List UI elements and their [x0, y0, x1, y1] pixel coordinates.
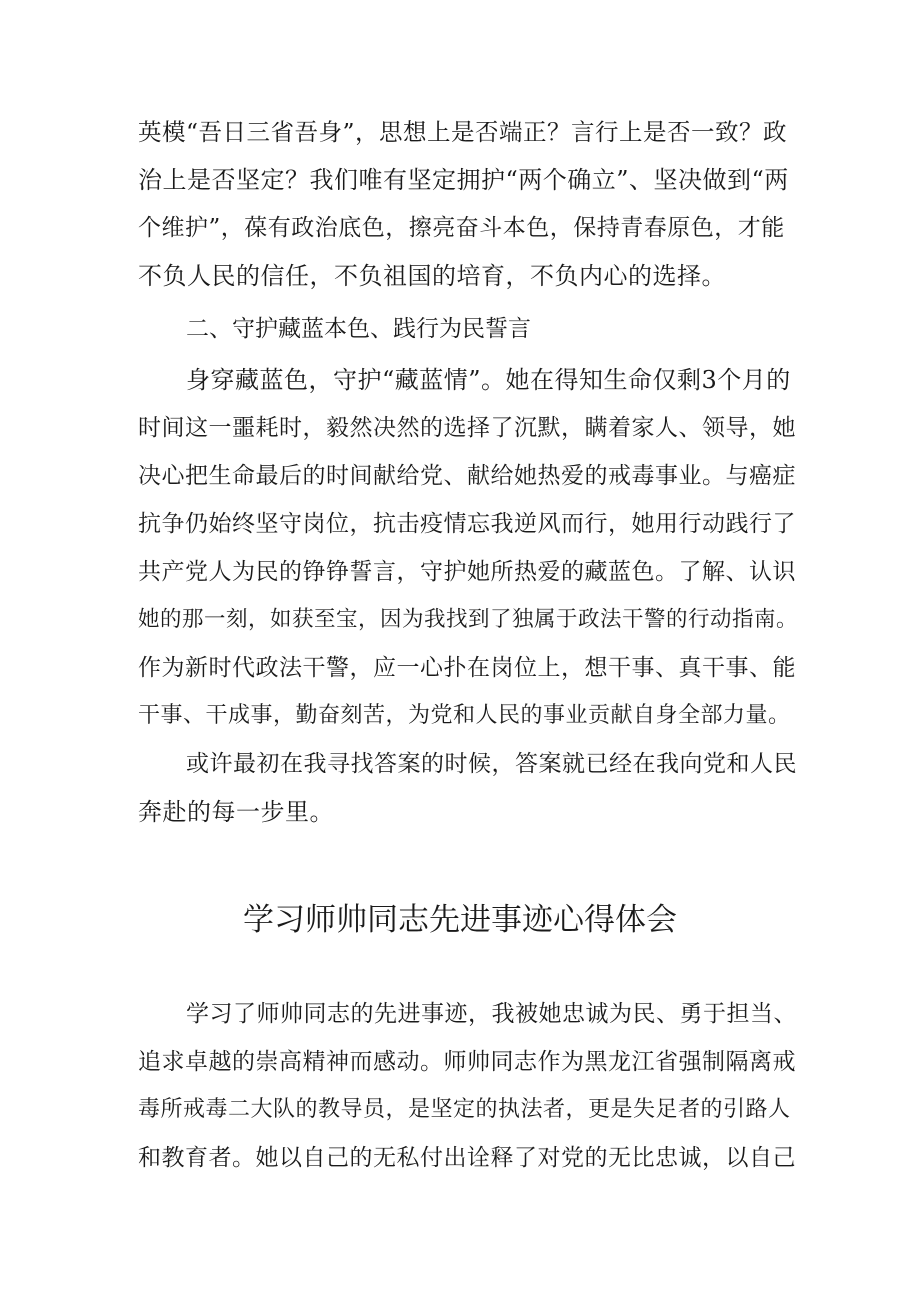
body-text-line: 身穿藏蓝色，守护“藏蓝情”。她在得知生命仅剩3个月的 [186, 366, 791, 394]
body-text-line: 奔赴的每一步里。 [138, 798, 334, 826]
body-text-line: 个维护”，葆有政治底色，擦亮奋斗本色，保持青春原色，才能 [138, 215, 785, 241]
body-text-line: 干事、干成事，勤奋刻苦，为党和人民的事业贡献自身全部力量。 [138, 703, 791, 728]
body-text-line: 不负人民的信任，不负祖国的培育，不负内心的选择。 [138, 262, 726, 290]
article-title: 学习师帅同志先进事迹心得体会 [243, 902, 677, 938]
body-text-line: 抗争仍始终坚守岗位，抗击疫情忘我逆风而行，她用行动践行了 [138, 511, 796, 537]
body-text-line: 决心把生命最后的时间献给党、献给她热爱的戒毒事业。与癌症 [138, 463, 796, 489]
body-text-line: 追求卓越的崇高精神而感动。师帅同志作为黑龙江省强制隔离戒 [138, 1049, 796, 1075]
body-text-line: 共产党人为民的铮铮誓言，守护她所热爱的藏蓝色。了解、认识 [138, 559, 796, 585]
body-text-line: 英模“吾日三省吾身”，思想上是否端正？言行上是否一致？政 [138, 118, 788, 146]
body-text-line: 或许最初在我寻找答案的时候，答案就已经在我向党和人民 [186, 751, 797, 777]
section-heading: 二、守护藏蓝本色、践行为民誓言 [186, 316, 531, 342]
body-text-line: 她的那一刻，如获至宝，因为我找到了独属于政法干警的行动指南。 [138, 607, 799, 632]
body-text-line: 治上是否坚定？我们唯有坚定拥护“两个确立”、坚决做到“两 [138, 166, 789, 194]
body-text-line: 毒所戒毒二大队的教导员，是坚定的执法者，更是失足者的引路人 [138, 1097, 791, 1122]
body-text-line: 作为新时代政法干警，应一心扑在岗位上，想干事、真干事、能 [138, 655, 796, 681]
body-text-line: 学习了师帅同志的先进事迹，我被她忠诚为民、勇于担当、 [186, 1001, 797, 1027]
body-text-line: 时间这一噩耗时，毅然决然的选择了沉默，瞒着家人、领导，她 [138, 415, 796, 441]
body-text-line: 和教育者。她以自己的无私付出诠释了对党的无比忠诚，以自己 [138, 1145, 796, 1171]
